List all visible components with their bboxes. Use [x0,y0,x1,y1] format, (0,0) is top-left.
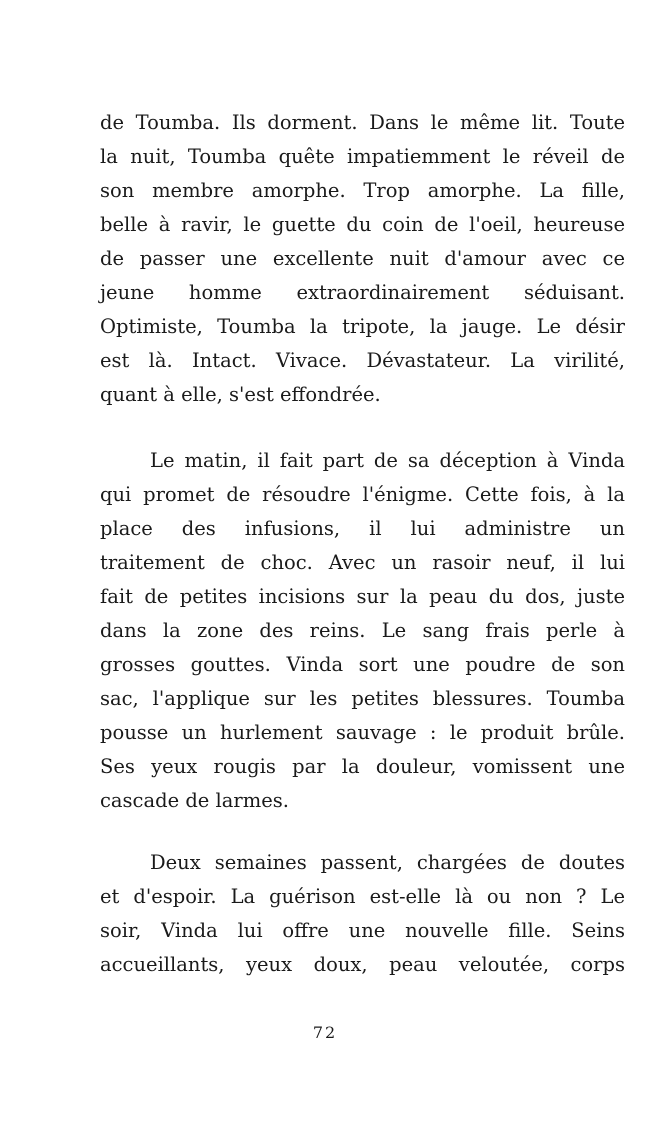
text-line: et d'espoir. La guérison est-elle là ou non ? Le [100,885,625,908]
text-line: belle à ravir, le guette du coin de l'oeil, heureuse [100,213,625,236]
text-line: de Toumba. Ils dorment. Dans le même lit. Toute [100,111,625,134]
text-line: accueillants, yeux doux, peau veloutée, corps [100,953,625,976]
text-line: grosses gouttes. Vinda sort une poudre de son [100,653,625,676]
text-line: fait de petites incisions sur la peau du dos, juste [100,585,625,608]
text-line: Ses yeux rougis par la douleur, vomissent une [100,755,625,778]
text-line: place des infusions, il lui administre un [100,517,625,540]
page-number: 72 [312,1023,338,1042]
paragraph-2 [100,444,625,818]
text-line: jeune homme extraordinairement séduisant. [100,281,625,304]
text-line: dans la zone des reins. Le sang frais perle à [100,619,625,642]
text-line: Optimiste, Toumba la tripote, la jauge. Le désir [100,315,625,338]
text-line: traitement de choc. Avec un rasoir neuf, il lui [100,551,625,574]
text-line: quant à elle, s'est effondrée. [100,383,381,406]
text-line: Le matin, il fait part de sa déception à Vinda [150,449,625,472]
text-line: pousse un hurlement sauvage : le produit brûle. [100,721,625,744]
paragraph-1 [100,106,625,412]
text-line: qui promet de résoudre l'énigme. Cette fois, à la [100,483,625,506]
text-line: la nuit, Toumba quête impatiemment le réveil de [100,145,625,168]
text-line: sac, l'applique sur les petites blessures. Toumba [100,687,625,710]
text-line: Deux semaines passent, chargées de doutes [150,851,625,874]
text-line: cascade de larmes. [100,789,289,812]
text-line: est là. Intact. Vivace. Dévastateur. La virilité, [100,349,625,372]
text-line: de passer une excellente nuit d'amour avec ce [100,247,625,270]
text-line: son membre amorphe. Trop amorphe. La fille, [100,179,625,202]
text-line: soir, Vinda lui offre une nouvelle fille. Seins [100,919,625,942]
paragraph-3 [100,846,625,982]
